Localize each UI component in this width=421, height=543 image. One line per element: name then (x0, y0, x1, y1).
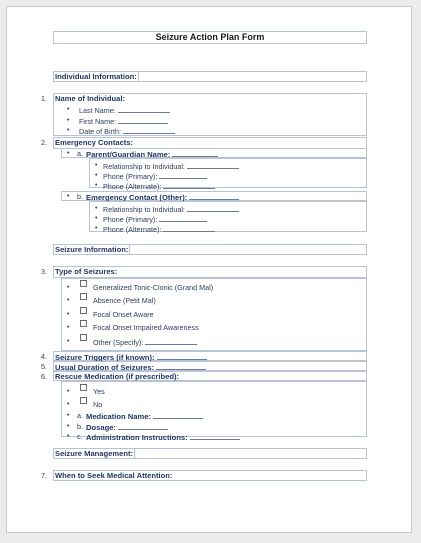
medical-attention-label: When to Seek Medical Attention: (55, 471, 173, 480)
dob-field[interactable]: Date of Birth: (79, 126, 175, 136)
bullet: • (67, 311, 70, 318)
checkbox-type1[interactable] (80, 280, 87, 287)
form-title: Seizure Action Plan Form (53, 31, 367, 44)
bullet: • (95, 205, 98, 212)
bullet: • (67, 433, 70, 440)
phone-alternate-field-2[interactable]: Phone (Alternate): (103, 224, 215, 234)
item-number: 2. (41, 138, 47, 147)
bullet: • (67, 388, 70, 395)
bullet: • (95, 225, 98, 232)
name-of-individual-label: Name of Individual: (55, 94, 126, 103)
bullet: • (95, 182, 98, 189)
relationship-field-2[interactable]: Relationship to Individual: (103, 204, 239, 214)
bullet: • (67, 412, 70, 419)
bullet: • (67, 106, 70, 113)
phone-primary-field[interactable]: Phone (Primary): (103, 171, 207, 181)
subitem-letter: c. (77, 432, 83, 441)
subitem-letter: b. (77, 422, 83, 431)
item-number: 4. (41, 352, 47, 361)
medication-name-field[interactable]: Medication Name: (86, 411, 203, 421)
emergency-contacts-label: Emergency Contacts: (55, 138, 134, 147)
section-heading-individual: Individual Information: (55, 72, 137, 81)
option-label: Absence (Petit Mal) (93, 296, 156, 305)
checkbox-type2[interactable] (80, 293, 87, 300)
checkbox-type3[interactable] (80, 307, 87, 314)
section-heading-management: Seizure Management: (55, 449, 134, 458)
checkbox-yes[interactable] (80, 384, 87, 391)
bullet: • (67, 284, 70, 291)
section-heading-seizure-info: Seizure Information: (55, 245, 129, 254)
bullet: • (67, 338, 70, 345)
bullet: • (67, 423, 70, 430)
item-number: 3. (41, 267, 47, 276)
subitem-letter: a. (77, 149, 83, 158)
option-label: Focal Onset Impaired Awareness (93, 323, 199, 332)
last-name-field[interactable]: Last Name: (79, 105, 170, 115)
subitem-letter: a. (77, 411, 83, 420)
duration-field[interactable]: Usual Duration of Seizures: (55, 362, 206, 372)
subitem-letter: b. (77, 192, 83, 201)
bullet: • (95, 215, 98, 222)
option-label: Focal Onset Aware (93, 310, 154, 319)
option-label: Yes (93, 387, 105, 396)
item-number: 7. (41, 471, 47, 480)
type-of-seizures-label: Type of Seizures: (55, 267, 118, 276)
bullet: • (67, 117, 70, 124)
phone-alternate-field[interactable]: Phone (Alternate): (103, 181, 215, 191)
rescue-medication-label: Rescue Medication (if prescribed): (55, 372, 180, 381)
checkbox-type4[interactable] (80, 320, 87, 327)
other-specify-field[interactable]: Other (Specify): (93, 337, 197, 347)
other-contact-field[interactable]: Emergency Contact (Other): (86, 192, 239, 202)
dosage-field[interactable]: Dosage: (86, 422, 168, 432)
item-number: 6. (41, 372, 47, 381)
bullet: • (95, 172, 98, 179)
checkbox-type5[interactable] (80, 334, 87, 341)
relationship-field[interactable]: Relationship to Individual: (103, 161, 239, 171)
bullet: • (95, 162, 98, 169)
phone-primary-field-2[interactable]: Phone (Primary): (103, 214, 207, 224)
option-label: No (93, 400, 103, 409)
administration-field[interactable]: Administration Instructions: (86, 432, 240, 442)
bullet: • (67, 127, 70, 134)
triggers-field[interactable]: Seizure Triggers (if known): (55, 352, 207, 362)
document-page (6, 6, 412, 533)
bullet: • (67, 150, 70, 157)
item-number: 5. (41, 362, 47, 371)
bullet: • (67, 324, 70, 331)
checkbox-no[interactable] (80, 397, 87, 404)
item-number: 1. (41, 94, 47, 103)
bullet: • (67, 297, 70, 304)
bullet: • (67, 401, 70, 408)
option-label: Generalized Tonic-Clonic (Grand Mal) (93, 283, 214, 292)
parent-guardian-field[interactable]: Parent/Guardian Name: (86, 149, 218, 159)
first-name-field[interactable]: First Name: (79, 116, 168, 126)
bullet: • (67, 193, 70, 200)
